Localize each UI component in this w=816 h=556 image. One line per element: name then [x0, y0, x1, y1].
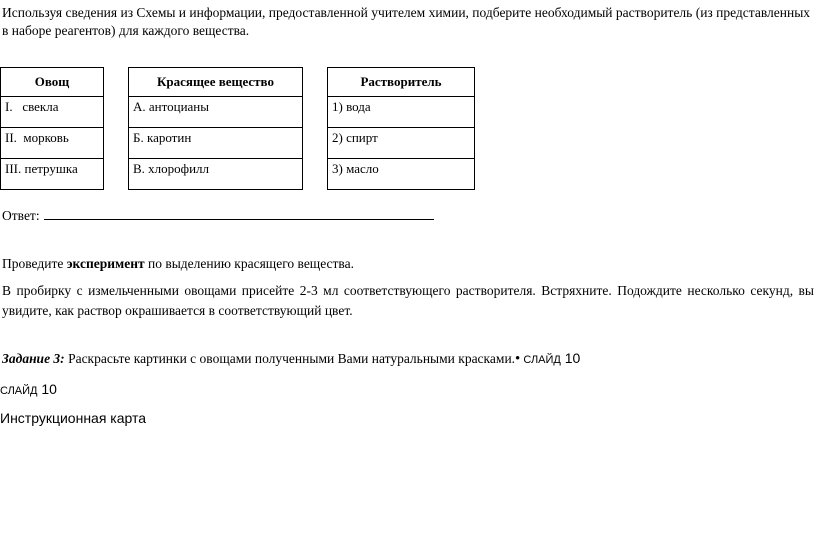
solvent-row-2: 2) спирт [328, 128, 475, 159]
task-label: Задание 3: [2, 351, 65, 366]
vegetable-row-1: I. свекла [1, 97, 104, 128]
dye-row-2: Б. каротин [129, 128, 303, 159]
experiment-paragraph [2, 254, 354, 274]
experiment-bold-word: эксперимент [66, 256, 145, 271]
solvent-table [327, 67, 475, 190]
vegetable-row-2: II. морковь [1, 128, 104, 159]
intro-paragraph: Используя сведения из Схемы и информации, предоставленной учителем химии, подберите необходимый растворитель (из представленных в наборе реагентов) для каждого вещества. [2, 5, 811, 38]
dye-table [128, 67, 303, 190]
bullet-icon: • [515, 351, 521, 367]
slide-word: СЛАЙД [520, 354, 561, 366]
instruction-paragraph: В пробирку с измельченными овощами присейте 2-3 мл соответствующего растворителя. Встряхните. Подождите несколько секунд, вы увидите, как раствор окрашивается в соответствующий цвет. [2, 283, 814, 318]
slide-number: 10 [560, 350, 581, 366]
task-text: Раскрасьте картинки с овощами полученными Вами натуральными красками. [64, 351, 516, 366]
task-3 [2, 350, 580, 368]
dye-row-3: В. хлорофилл [129, 159, 303, 190]
answer-line [2, 207, 434, 224]
slide-line [0, 381, 57, 399]
answer-label: Ответ: [2, 208, 40, 223]
dye-row-1: А. антоцианы [129, 97, 303, 128]
experiment-text-before: Проведите [2, 256, 67, 271]
slide-word-2: СЛАЙД [0, 385, 38, 397]
vegetable-header: Овощ [1, 68, 104, 97]
dye-header: Красящее вещество [129, 68, 303, 97]
instruction-card-title: Инструкционная карта [0, 410, 147, 426]
solvent-header: Растворитель [328, 68, 475, 97]
vegetable-table [0, 67, 104, 190]
solvent-row-1: 1) вода [328, 97, 475, 128]
experiment-text-after: по выделению красящего вещества. [144, 256, 354, 271]
answer-blank[interactable] [44, 207, 434, 220]
vegetable-row-3: III. петрушка [1, 159, 104, 190]
solvent-row-3: 3) масло [328, 159, 475, 190]
slide-number-2: 10 [37, 381, 57, 397]
